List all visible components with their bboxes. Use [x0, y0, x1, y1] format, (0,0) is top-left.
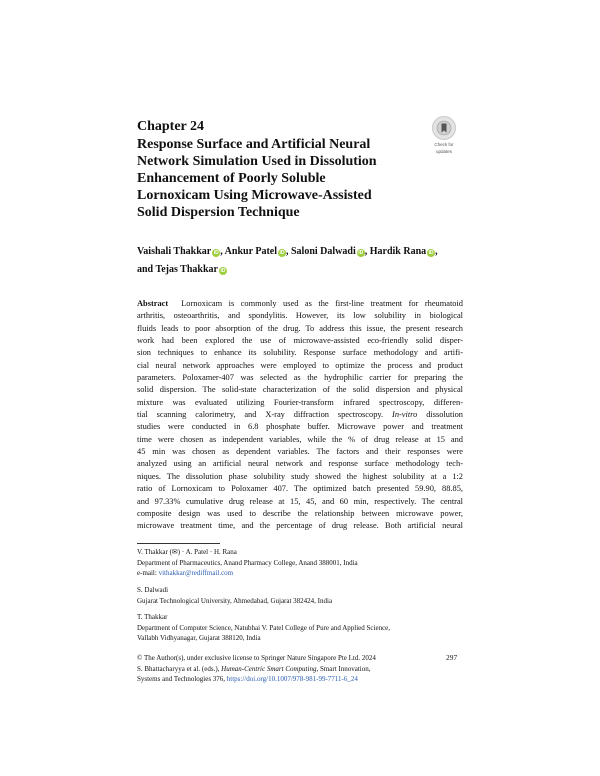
doi-link[interactable]: https://doi.org/10.1007/978-981-99-7711-6_24 [226, 675, 358, 683]
author-list [137, 243, 467, 279]
abstract-line: tial scanning calorimetry, and X-ray diffraction spectroscopy. [137, 410, 384, 420]
abstract-line: analyzed using an artificial neural network and response surface methodology tech- [137, 459, 463, 469]
affiliation-2 [137, 585, 332, 606]
abstract-line-tail: dissolution [426, 410, 463, 420]
abstract [137, 298, 463, 533]
abstract-line: ratio of Lornoxicam to Poloxamer 407. The optimized batch presented 59.90, 88.85, [137, 484, 463, 494]
chapter-title-line: Lornoxicam Using Microwave-Assisted [137, 188, 372, 203]
book-title: Human-Centric Smart Computing [221, 664, 317, 673]
author-name: Vaishali Thakkar [137, 246, 212, 257]
abstract-line: time were chosen as independent variables, while the % of drug release at 15 and [137, 434, 463, 444]
affiliation-department: Gujarat Technological University, Ahmedabad, Gujarat 382424, India [137, 596, 333, 605]
orcid-icon[interactable]: iD [213, 250, 219, 256]
abstract-line: arthritis, osteoarthritis, and spondylitis. However, its low solubility in biological [137, 311, 463, 321]
affiliation-names: V. Thakkar (✉) · A. Patel · H. Rana [137, 548, 237, 556]
chapter-title-line: Enhancement of Poorly Soluble [137, 171, 326, 186]
abstract-line: and 97.33% cumulative drug release at 15, 45, and 60 min, respectively. The central [137, 496, 463, 506]
email-link[interactable]: vithakkar@rediffmail.com [158, 569, 234, 577]
copyright-block [137, 653, 463, 685]
author-name: and Tejas Thakkar [137, 264, 218, 275]
abstract-line: solid dispersion. The solid-state characterization of the solid dispersion and physical [137, 385, 463, 395]
citation-text: S. Bhattacharyya et al. (eds.), [137, 664, 220, 673]
badge-text-line1: Check for [434, 142, 454, 147]
affiliation-department: Department of Computer Science, Natubhai V. Patel College of Pure and Applied Science, [137, 623, 391, 632]
chapter-title-line: Network Simulation Used in Dissolution [137, 154, 377, 169]
abstract-line: 45 min was chosen as dependent variables. The factors and their responses were [137, 447, 463, 457]
abstract-line: cial neural network approaches were employed to optimize the process and product [137, 360, 463, 370]
orcid-icon[interactable]: iD [428, 250, 434, 256]
author-separator: , [435, 246, 438, 257]
abstract-heading: Abstract [137, 299, 169, 308]
orcid-icon[interactable]: iD [358, 250, 364, 256]
chapter-title-line: Solid Dispersion Technique [137, 205, 300, 220]
orcid-icon[interactable]: iD [279, 250, 285, 256]
chapter-title [137, 136, 437, 221]
affiliation-1 [137, 547, 358, 579]
email-label: e-mail: [137, 569, 157, 577]
abstract-line: sion techniques to enhance its solubility. Response surface methodology and artifi- [137, 348, 463, 358]
affiliation-department: Vallabh Vidhyanagar, Gujarat 388120, India [137, 634, 261, 642]
abstract-line: parameters. Poloxamer-407 was selected as the hydrophilic carrier for preparing the [137, 373, 463, 383]
author-separator: , [286, 246, 291, 257]
page-number: 297 [446, 653, 458, 662]
affiliation-3 [137, 612, 390, 644]
affiliation-names: S. Dalwadi [137, 586, 169, 594]
chapter-title-line: Response Surface and Artificial Neural [137, 137, 371, 152]
badge-text-line2: updates [435, 149, 452, 154]
abstract-line: work had been explored the use of microwave-assisted eco-friendly solid disper- [137, 336, 463, 346]
copyright-line: © The Author(s), under exclusive license to Springer Nature Singapore Pte Ltd. 2024 [137, 654, 376, 662]
affiliation-department: Department of Pharmaceutics, Anand Pharmacy College, Anand 388001, India [137, 558, 358, 567]
abstract-line: Lornoxicam is commonly used as the first-line treatment for rheumatoid [181, 299, 463, 308]
orcid-icon[interactable]: iD [220, 268, 226, 274]
in-vitro-term: In-vitro [392, 410, 418, 420]
author-name: Ankur Patel [224, 246, 277, 257]
abstract-line: niques. The dissolution phase solubility study showed the highest solubility at a 1:2 [137, 471, 463, 481]
abstract-line: microwave treatment time, and the percentage of drug release. Both artificial neural [137, 521, 463, 531]
chapter-label: Chapter 24 [137, 119, 205, 134]
citation-text: , Smart Innovation, [316, 664, 371, 673]
citation-text: Systems and Technologies 376, [137, 675, 226, 683]
abstract-line: mixture was evaluated utilizing Fourier-transform infrared spectroscopy, differen- [137, 397, 463, 407]
author-name: Hardik Rana [369, 246, 427, 257]
abstract-line: studies were conducted in 6.8 phosphate buffer. Microwave power and treatment [137, 422, 463, 432]
author-separator: , [220, 246, 225, 257]
footnote-divider [137, 543, 220, 544]
check-for-updates-badge[interactable] [428, 116, 460, 156]
author-name: Saloni Dalwadi [291, 246, 356, 257]
author-separator: , [364, 246, 370, 257]
affiliation-names: T. Thakkar [137, 613, 168, 621]
abstract-line: composite design was used to describe the relationship between microwave power, [137, 508, 463, 518]
bookmark-icon [432, 116, 456, 140]
abstract-line: fluids leads to poor absorption of the drug. To address this issue, the present research [137, 323, 463, 333]
